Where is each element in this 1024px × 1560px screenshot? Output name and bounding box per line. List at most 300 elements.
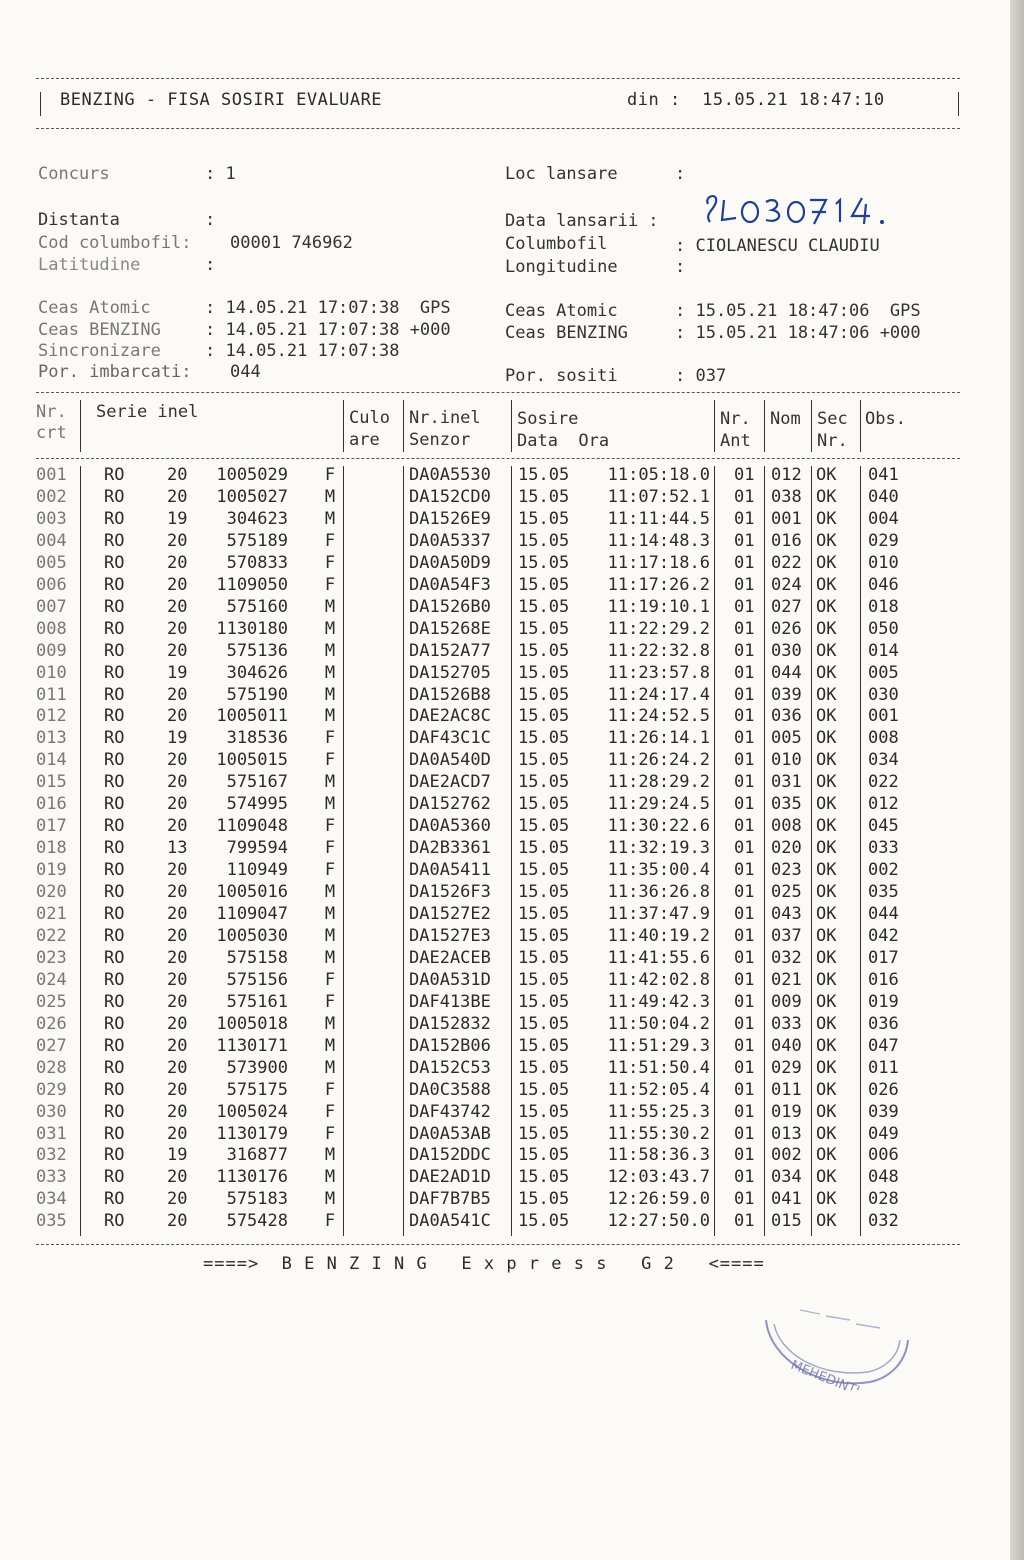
row-number: 031 [36, 1123, 67, 1144]
security-status: OK [816, 574, 837, 595]
security-status: OK [816, 904, 837, 924]
arrival-time: 12:26:59.0 [607, 1189, 710, 1210]
th-sec-nr-1: Sec [817, 409, 848, 429]
table-row [0, 1036, 1000, 1058]
nominal-nr: 005 [771, 728, 802, 749]
row-number: 034 [36, 1189, 67, 1210]
sex: M [324, 925, 336, 946]
sensor-ring: DA0A5337 [409, 530, 491, 551]
handwritten-release-date [702, 190, 892, 232]
ring-number: 1005029 [216, 465, 288, 485]
observation: 017 [868, 947, 899, 968]
nominal-nr: 030 [771, 640, 802, 661]
table-row [0, 641, 1000, 663]
country-code: RO [104, 706, 125, 727]
arrival-time: 11:41:55.6 [607, 947, 710, 968]
latitudine-value: : [205, 255, 216, 275]
por-sositi-value: : 037 [675, 366, 727, 386]
antenna-nr: 01 [734, 772, 755, 793]
nominal-nr: 008 [771, 816, 802, 837]
nominal-nr: 021 [771, 969, 802, 990]
arrival-time: 11:26:24.2 [607, 750, 710, 771]
ring-year: 19 [167, 1145, 188, 1166]
th-sosire-2: Data Ora [517, 431, 610, 451]
nominal-nr: 015 [771, 1211, 802, 1232]
table-row [0, 685, 1000, 707]
report-date-value: 15.05.21 18:47:10 [702, 90, 885, 110]
arrival-time: 11:22:32.8 [607, 640, 710, 661]
row-number: 035 [36, 1211, 67, 1232]
arrival-date: 15.05 [518, 991, 570, 1012]
table-row [0, 926, 1000, 948]
row-number: 032 [36, 1145, 67, 1166]
country-code: RO [104, 1123, 125, 1144]
arrival-date: 15.05 [518, 574, 570, 595]
th-serie-inel: Serie inel [96, 402, 199, 422]
arrival-date: 15.05 [518, 486, 570, 507]
country-code: RO [104, 530, 125, 551]
header-right-bar [958, 92, 959, 116]
sensor-ring: DA1526B0 [409, 596, 491, 617]
country-code: RO [104, 1057, 125, 1078]
sensor-ring: DAF413BE [409, 991, 491, 1012]
ring-year: 20 [167, 486, 188, 507]
ceas-atomic-end-label: Ceas Atomic [505, 301, 618, 321]
ceas-atomic-start-value: : 14.05.21 17:07:38 GPS [205, 298, 451, 318]
antenna-nr: 01 [734, 574, 755, 595]
sex: M [324, 662, 336, 683]
security-status: OK [816, 947, 837, 968]
antenna-nr: 01 [734, 1145, 755, 1166]
antenna-nr: 01 [734, 465, 755, 485]
sex: F [324, 969, 336, 990]
arrival-date: 15.05 [518, 728, 570, 749]
row-number: 025 [36, 991, 67, 1012]
arrival-date: 15.05 [518, 508, 570, 529]
security-status: OK [816, 640, 837, 661]
country-code: RO [104, 552, 125, 573]
table-row [0, 750, 1000, 772]
country-code: RO [104, 640, 125, 661]
sensor-ring: DA0A531D [409, 969, 491, 990]
row-number: 014 [36, 750, 67, 771]
nominal-nr: 023 [771, 860, 802, 881]
nominal-nr: 035 [771, 794, 802, 815]
security-status: OK [816, 816, 837, 837]
header-left-bar [40, 92, 41, 116]
col-sep-3 [403, 400, 404, 452]
security-status: OK [816, 969, 837, 990]
row-number: 001 [36, 465, 67, 485]
th-culoare-2: are [349, 430, 380, 450]
nominal-nr: 041 [771, 1189, 802, 1210]
table-row [0, 1014, 1000, 1036]
country-code: RO [104, 1167, 125, 1188]
row-number: 008 [36, 618, 67, 639]
sensor-ring: DA0A53AB [409, 1123, 491, 1144]
ring-number: 574995 [226, 794, 288, 815]
distanta-value: : [205, 210, 216, 230]
ring-year: 20 [167, 596, 188, 617]
row-number: 020 [36, 882, 67, 903]
observation: 041 [868, 465, 899, 485]
ring-number: 1109048 [216, 816, 288, 837]
security-status: OK [816, 662, 837, 683]
antenna-nr: 01 [734, 1035, 755, 1056]
country-code: RO [104, 969, 125, 990]
ring-year: 20 [167, 772, 188, 793]
arrival-time: 12:27:50.0 [607, 1211, 710, 1232]
row-number: 004 [36, 530, 67, 551]
security-status: OK [816, 1167, 837, 1188]
country-code: RO [104, 1145, 125, 1166]
arrival-time: 11:05:18.0 [607, 465, 710, 485]
antenna-nr: 01 [734, 596, 755, 617]
sex: F [324, 991, 336, 1012]
arrival-date: 15.05 [518, 1035, 570, 1056]
sex: M [324, 1013, 336, 1034]
sensor-ring: DAE2ACEB [409, 947, 491, 968]
sex: M [324, 904, 336, 924]
sensor-ring: DAF43C1C [409, 728, 491, 749]
antenna-nr: 01 [734, 640, 755, 661]
row-number: 009 [36, 640, 67, 661]
ceas-atomic-end-value: : 15.05.21 18:47:06 GPS [675, 301, 921, 321]
country-code: RO [104, 1211, 125, 1232]
ceas-atomic-start-label: Ceas Atomic [38, 298, 151, 318]
nominal-nr: 031 [771, 772, 802, 793]
country-code: RO [104, 772, 125, 793]
ring-number: 1005027 [216, 486, 288, 507]
row-number: 019 [36, 860, 67, 881]
country-code: RO [104, 925, 125, 946]
sensor-ring: DA152CD0 [409, 486, 491, 507]
nominal-nr: 039 [771, 684, 802, 705]
antenna-nr: 01 [734, 750, 755, 771]
sex: M [324, 1057, 336, 1078]
security-status: OK [816, 1013, 837, 1034]
data-lansarii-label: Data lansarii : [505, 211, 659, 231]
ring-number: 575175 [226, 1079, 288, 1100]
security-status: OK [816, 1057, 837, 1078]
th-nr-inel-2: Senzor [409, 430, 471, 450]
security-status: OK [816, 750, 837, 771]
ring-year: 19 [167, 662, 188, 683]
sensor-ring: DA1526E9 [409, 508, 491, 529]
observation: 036 [868, 1013, 899, 1034]
security-status: OK [816, 684, 837, 705]
ring-year: 20 [167, 530, 188, 551]
arrival-date: 15.05 [518, 882, 570, 903]
ring-year: 20 [167, 925, 188, 946]
observation: 035 [868, 882, 899, 903]
sex: M [324, 596, 336, 617]
row-number: 002 [36, 486, 67, 507]
table-row [0, 1145, 1000, 1167]
arrival-time: 11:49:42.3 [607, 991, 710, 1012]
sensor-ring: DA152A77 [409, 640, 491, 661]
report-date [627, 90, 885, 110]
country-code: RO [104, 465, 125, 485]
security-status: OK [816, 772, 837, 793]
arrival-date: 15.05 [518, 816, 570, 837]
table-row [0, 904, 1000, 926]
th-nr-inel-1: Nr.inel [409, 408, 481, 428]
ring-year: 20 [167, 1189, 188, 1210]
nominal-nr: 019 [771, 1101, 802, 1122]
ring-number: 575136 [226, 640, 288, 661]
nominal-nr: 027 [771, 596, 802, 617]
nominal-nr: 001 [771, 508, 802, 529]
ring-year: 20 [167, 750, 188, 771]
sensor-ring: DA0A54F3 [409, 574, 491, 595]
row-number: 015 [36, 772, 67, 793]
sensor-ring: DA0A5530 [409, 465, 491, 485]
sensor-ring: DAE2AC8C [409, 706, 491, 727]
sex: M [324, 486, 336, 507]
sensor-ring: DA0A541C [409, 1211, 491, 1232]
ring-number: 575167 [226, 772, 288, 793]
observation: 016 [868, 969, 899, 990]
arrival-date: 15.05 [518, 662, 570, 683]
antenna-nr: 01 [734, 1013, 755, 1034]
table-row [0, 575, 1000, 597]
sensor-ring: DA15268E [409, 618, 491, 639]
arrival-date: 15.05 [518, 904, 570, 924]
observation: 006 [868, 1145, 899, 1166]
arrival-time: 11:29:24.5 [607, 794, 710, 815]
th-nr-crt-1: Nr. [36, 402, 67, 422]
nominal-nr: 024 [771, 574, 802, 595]
observation: 018 [868, 596, 899, 617]
arrival-time: 11:32:19.3 [607, 838, 710, 859]
observation: 014 [868, 640, 899, 661]
antenna-nr: 01 [734, 1211, 755, 1232]
sensor-ring: DA0A50D9 [409, 552, 491, 573]
ceas-benzing-end-label: Ceas BENZING [505, 323, 628, 343]
country-code: RO [104, 1189, 125, 1210]
arrival-time: 11:42:02.8 [607, 969, 710, 990]
ring-number: 575158 [226, 947, 288, 968]
ring-number: 1109050 [216, 574, 288, 595]
sex: M [324, 772, 336, 793]
sex: F [324, 728, 336, 749]
arrival-date: 15.05 [518, 947, 570, 968]
sex: F [324, 1123, 336, 1144]
arrival-time: 11:24:17.4 [607, 684, 710, 705]
sensor-ring: DAE2AD1D [409, 1167, 491, 1188]
country-code: RO [104, 794, 125, 815]
arrival-time: 11:14:48.3 [607, 530, 710, 551]
arrival-time: 11:55:25.3 [607, 1101, 710, 1122]
ring-number: 1130180 [216, 618, 288, 639]
table-row [0, 1124, 1000, 1146]
row-number: 026 [36, 1013, 67, 1034]
footer-brand: ====> B E N Z I N G E x p r e s s G 2 <==== [203, 1254, 765, 1274]
table-row [0, 487, 1000, 509]
observation: 028 [868, 1189, 899, 1210]
arrival-date: 15.05 [518, 1079, 570, 1100]
official-stamp [760, 1290, 910, 1390]
col-sep-7 [811, 400, 812, 452]
col-sep-1 [80, 400, 81, 452]
sex: M [324, 1035, 336, 1056]
row-number: 029 [36, 1079, 67, 1100]
row-number: 011 [36, 684, 67, 705]
arrival-time: 12:03:43.7 [607, 1167, 710, 1188]
antenna-nr: 01 [734, 706, 755, 727]
arrival-date: 15.05 [518, 596, 570, 617]
row-number: 017 [36, 816, 67, 837]
sex: F [324, 530, 336, 551]
security-status: OK [816, 508, 837, 529]
arrival-date: 15.05 [518, 794, 570, 815]
cod-columbofil-label: Cod columbofil: [38, 233, 192, 253]
ring-number: 1005030 [216, 925, 288, 946]
table-row [0, 816, 1000, 838]
arrival-time: 11:17:26.2 [607, 574, 710, 595]
ring-number: 575190 [226, 684, 288, 705]
antenna-nr: 01 [734, 662, 755, 683]
security-status: OK [816, 1079, 837, 1100]
nominal-nr: 043 [771, 904, 802, 924]
observation: 011 [868, 1057, 899, 1078]
arrival-time: 11:26:14.1 [607, 728, 710, 749]
row-number: 027 [36, 1035, 67, 1056]
table-row [0, 1189, 1000, 1211]
sensor-ring: DA0C3588 [409, 1079, 491, 1100]
antenna-nr: 01 [734, 728, 755, 749]
col-sep-4 [511, 400, 512, 452]
table-row [0, 553, 1000, 575]
sensor-ring: DA0A5411 [409, 860, 491, 881]
ring-number: 575183 [226, 1189, 288, 1210]
table-row [0, 992, 1000, 1014]
th-obs: Obs. [865, 409, 906, 429]
arrival-time: 11:30:22.6 [607, 816, 710, 837]
observation: 004 [868, 508, 899, 529]
antenna-nr: 01 [734, 1101, 755, 1122]
observation: 045 [868, 816, 899, 837]
sensor-ring: DA152DDC [409, 1145, 491, 1166]
antenna-nr: 01 [734, 991, 755, 1012]
col-sep-8 [860, 400, 861, 452]
sensor-ring: DA1527E3 [409, 925, 491, 946]
arrival-date: 15.05 [518, 1057, 570, 1078]
col-sep-2 [343, 400, 344, 452]
arrival-date: 15.05 [518, 860, 570, 881]
observation: 008 [868, 728, 899, 749]
arrival-time: 11:24:52.5 [607, 706, 710, 727]
antenna-nr: 01 [734, 794, 755, 815]
antenna-nr: 01 [734, 530, 755, 551]
arrival-date: 15.05 [518, 1167, 570, 1188]
table-row [0, 509, 1000, 531]
sensor-ring: DAE2ACD7 [409, 772, 491, 793]
observation: 029 [868, 530, 899, 551]
nominal-nr: 026 [771, 618, 802, 639]
sensor-ring: DA2B3361 [409, 838, 491, 859]
nominal-nr: 037 [771, 925, 802, 946]
arrival-time: 11:51:50.4 [607, 1057, 710, 1078]
ring-year: 20 [167, 1035, 188, 1056]
arrival-time: 11:58:36.3 [607, 1145, 710, 1166]
ring-year: 20 [167, 684, 188, 705]
country-code: RO [104, 508, 125, 529]
observation: 042 [868, 925, 899, 946]
sensor-ring: DA1527E2 [409, 904, 491, 924]
ring-number: 110949 [226, 860, 288, 881]
table-row [0, 465, 1000, 487]
th-culoare-1: Culo [349, 408, 390, 428]
th-nom: Nom [770, 409, 801, 429]
table-row [0, 838, 1000, 860]
table-row [0, 948, 1000, 970]
sex: M [324, 882, 336, 903]
antenna-nr: 01 [734, 947, 755, 968]
sex: F [324, 750, 336, 771]
sex: F [324, 816, 336, 837]
row-number: 030 [36, 1101, 67, 1122]
security-status: OK [816, 882, 837, 903]
ring-number: 575160 [226, 596, 288, 617]
sensor-ring: DA0A540D [409, 750, 491, 771]
ring-number: 304623 [226, 508, 288, 529]
sex: M [324, 640, 336, 661]
row-number: 003 [36, 508, 67, 529]
ring-number: 570833 [226, 552, 288, 573]
table-row [0, 619, 1000, 641]
security-status: OK [816, 486, 837, 507]
ring-number: 316877 [226, 1145, 288, 1166]
ring-number: 575156 [226, 969, 288, 990]
table-row [0, 728, 1000, 750]
antenna-nr: 01 [734, 882, 755, 903]
ceas-benzing-end-value: : 15.05.21 18:47:06 +000 [675, 323, 921, 343]
country-code: RO [104, 838, 125, 859]
ring-number: 1005011 [216, 706, 288, 727]
nominal-nr: 013 [771, 1123, 802, 1144]
observation: 032 [868, 1211, 899, 1232]
observation: 030 [868, 684, 899, 705]
arrival-time: 11:22:29.2 [607, 618, 710, 639]
table-row [0, 860, 1000, 882]
ring-number: 575428 [226, 1211, 288, 1232]
security-status: OK [816, 794, 837, 815]
table-row [0, 1102, 1000, 1124]
security-status: OK [816, 1211, 837, 1232]
country-code: RO [104, 574, 125, 595]
table-row [0, 970, 1000, 992]
antenna-nr: 01 [734, 1189, 755, 1210]
security-status: OK [816, 1101, 837, 1122]
arrival-date: 15.05 [518, 465, 570, 485]
country-code: RO [104, 1035, 125, 1056]
arrival-date: 15.05 [518, 684, 570, 705]
sincronizare-value: : 14.05.21 17:07:38 [205, 341, 400, 361]
ring-number: 318536 [226, 728, 288, 749]
ring-number: 1005015 [216, 750, 288, 771]
sex: M [324, 706, 336, 727]
antenna-nr: 01 [734, 816, 755, 837]
sensor-ring: DA152762 [409, 794, 491, 815]
security-status: OK [816, 530, 837, 551]
security-status: OK [816, 860, 837, 881]
arrival-time: 11:51:29.3 [607, 1035, 710, 1056]
nominal-nr: 016 [771, 530, 802, 551]
table-top-rule [36, 392, 960, 393]
th-sec-nr-2: Nr. [817, 431, 848, 451]
